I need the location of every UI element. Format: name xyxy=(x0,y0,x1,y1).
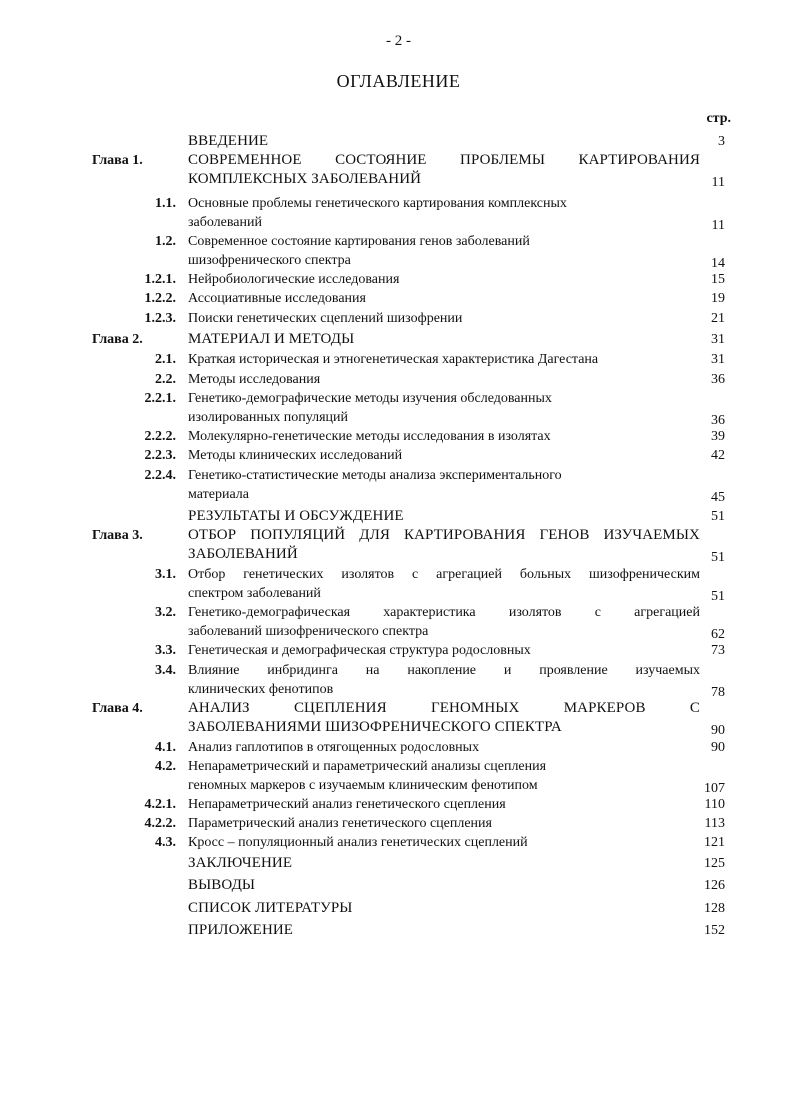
toc-entry-page: 51 xyxy=(711,589,725,604)
toc-entry-title-line: Отбор генетических изолятов с агрегацией больных шизофреническим xyxy=(188,567,700,582)
toc-entry-title-line: геномных маркеров с изучаемым клиническим фенотипом xyxy=(188,778,538,793)
toc-entry-title-line: Молекулярно-генетические методы исследования в изолятах xyxy=(188,429,551,444)
toc-entry-number: 1.2.3. xyxy=(144,311,176,326)
toc-entry-number: 2.2.2. xyxy=(144,429,176,444)
page-column-header: стр. xyxy=(706,111,731,126)
toc-entry-title-line: Генетическая и демографическая структура родословных xyxy=(188,643,531,658)
toc-entry-page: 126 xyxy=(704,878,725,893)
toc-entry-title-line: ЗАКЛЮЧЕНИЕ xyxy=(188,855,293,871)
toc-entry-title-line: Параметрический анализ генетического сцепления xyxy=(188,816,492,831)
toc-entry-number: 3.3. xyxy=(155,643,176,658)
toc-entry-title-line: Влияние инбридинга на накопление и проявление изучаемых xyxy=(188,663,700,678)
toc-entry-title-line: Непараметрический анализ генетического сцепления xyxy=(188,797,506,812)
toc-entry-page: 3 xyxy=(718,134,725,149)
toc-entry-title-line: ВВЕДЕНИЕ xyxy=(188,133,269,149)
toc-entry-page: 21 xyxy=(711,311,725,326)
toc-entry-number: 1.2.1. xyxy=(144,272,176,287)
toc-entry-page: 45 xyxy=(711,490,725,505)
toc-entry-title-line: Генетико-демографические методы изучения обследованных xyxy=(188,391,552,406)
toc-entry-page: 14 xyxy=(711,256,725,271)
toc-entry-title-line: Методы исследования xyxy=(188,372,321,387)
toc-entry-title-line: ЗАБОЛЕВАНИЙ xyxy=(188,546,298,562)
toc-entry-number: Глава 2. xyxy=(92,332,143,347)
toc-entry-title-line: спектром заболеваний xyxy=(188,586,321,601)
toc-entry-number: 4.2.2. xyxy=(144,816,176,831)
toc-entry-page: 73 xyxy=(711,643,725,658)
toc-entry-title-line: АНАЛИЗ СЦЕПЛЕНИЯ ГЕНОМНЫХ МАРКЕРОВ С xyxy=(188,700,700,716)
toc-entry-number: 3.1. xyxy=(155,567,176,582)
toc-entry-title-line: Методы клинических исследований xyxy=(188,448,403,463)
toc-entry-title-line: Генетико-демографическая характеристика изолятов с агрегацией xyxy=(188,605,700,620)
toc-entry-number: 2.2.1. xyxy=(144,391,176,406)
toc-entry-title-line: заболеваний шизофренического спектра xyxy=(188,624,429,639)
toc-entry-title-line: Краткая историческая и этногенетическая характеристика Дагестана xyxy=(188,352,599,367)
toc-entry-title-line: МАТЕРИАЛ И МЕТОДЫ xyxy=(188,331,355,347)
page-number: - 2 - xyxy=(386,33,411,49)
toc-entry-page: 62 xyxy=(711,627,725,642)
toc-entry-number: 2.2.4. xyxy=(144,468,176,483)
toc-entry-title-line: СПИСОК ЛИТЕРАТУРЫ xyxy=(188,900,353,916)
toc-entry-page: 11 xyxy=(711,218,725,233)
toc-entry-number: 4.2. xyxy=(155,759,176,774)
toc-entry-number: 2.1. xyxy=(155,352,176,367)
toc-entry-page: 152 xyxy=(704,923,725,938)
toc-entry-title-line: РЕЗУЛЬТАТЫ И ОБСУЖДЕНИЕ xyxy=(188,508,404,524)
toc-entry-title-line: Кросс – популяционный анализ генетических сцеплений xyxy=(188,835,528,850)
toc-entry-number: Глава 4. xyxy=(92,701,143,716)
toc-entry-title-line: изолированных популяций xyxy=(188,410,349,425)
toc-entry-number: 1.2. xyxy=(155,234,176,249)
toc-entry-title-line: ОТБОР ПОПУЛЯЦИЙ ДЛЯ КАРТИРОВАНИЯ ГЕНОВ ИЗУЧАЕМЫХ xyxy=(188,527,700,543)
toc-entry-title-line: СОВРЕМЕННОЕ СОСТОЯНИЕ ПРОБЛЕМЫ КАРТИРОВАНИЯ xyxy=(188,152,700,168)
toc-entry-title-line: Анализ гаплотипов в отягощенных родословных xyxy=(188,740,480,755)
toc-entry-title-line: ВЫВОДЫ xyxy=(188,877,256,893)
toc-entry-page: 121 xyxy=(704,835,725,850)
toc-entry-page: 11 xyxy=(711,175,725,190)
toc-entry-number: 2.2.3. xyxy=(144,448,176,463)
toc-entry-title-line: шизофренического спектра xyxy=(188,253,351,268)
toc-entry-number: 4.2.1. xyxy=(144,797,176,812)
toc-entry-title-line: Генетико-статистические методы анализа экспериментального xyxy=(188,468,562,483)
toc-entry-page: 107 xyxy=(704,781,725,796)
page-title: ОГЛАВЛЕНИЕ xyxy=(336,71,461,91)
toc-entry-title-line: Непараметрический и параметрический анализы сцепления xyxy=(188,759,547,774)
toc-entry-page: 78 xyxy=(711,685,725,700)
toc-entry-number: 2.2. xyxy=(155,372,176,387)
toc-entry-title-line: Нейробиологические исследования xyxy=(188,272,400,287)
toc-entry-number: 4.1. xyxy=(155,740,176,755)
toc-entry-number: 4.3. xyxy=(155,835,176,850)
toc-entry-number: 3.4. xyxy=(155,663,176,678)
toc-entry-title-line: ЗАБОЛЕВАНИЯМИ ШИЗОФРЕНИЧЕСКОГО СПЕКТРА xyxy=(188,719,562,735)
toc-entry-number: 1.1. xyxy=(155,196,176,211)
toc-entry-page: 90 xyxy=(711,723,725,738)
toc-entry-page: 15 xyxy=(711,272,725,287)
toc-entry-title-line: Ассоциативные исследования xyxy=(188,291,366,306)
toc-entry-page: 110 xyxy=(704,797,725,812)
toc-entry-title-line: заболеваний xyxy=(188,215,262,230)
toc-entry-page: 31 xyxy=(711,352,725,367)
toc-entry-page: 39 xyxy=(711,429,725,444)
toc-entry-page: 51 xyxy=(711,550,725,565)
toc-entry-title-line: ПРИЛОЖЕНИЕ xyxy=(188,922,294,938)
toc-entry-page: 42 xyxy=(711,448,725,463)
toc-entry-number: 3.2. xyxy=(155,605,176,620)
toc-entry-page: 19 xyxy=(711,291,725,306)
toc-entry-page: 90 xyxy=(711,740,725,755)
toc-entry-page: 31 xyxy=(711,332,725,347)
toc-entry-page: 128 xyxy=(704,901,725,916)
toc-entry-title-line: КОМПЛЕКСНЫХ ЗАБОЛЕВАНИЙ xyxy=(188,171,422,187)
toc-entry-page: 51 xyxy=(711,509,725,524)
toc-entry-page: 125 xyxy=(704,856,725,871)
toc-entry-page: 36 xyxy=(711,413,725,428)
toc-entry-title-line: Поиски генетических сцеплений шизофрении xyxy=(188,311,463,326)
toc-entry-title-line: клинических фенотипов xyxy=(188,682,334,697)
toc-entry-page: 113 xyxy=(704,816,725,831)
toc-entry-page: 36 xyxy=(711,372,725,387)
toc-entry-title-line: Основные проблемы генетического картирования комплексных xyxy=(188,196,567,211)
toc-entry-number: Глава 1. xyxy=(92,153,143,168)
toc-entry-title-line: материала xyxy=(188,487,249,502)
toc-entry-number: 1.2.2. xyxy=(144,291,176,306)
toc-entry-title-line: Современное состояние картирования генов заболеваний xyxy=(188,234,530,249)
toc-entry-number: Глава 3. xyxy=(92,528,143,543)
